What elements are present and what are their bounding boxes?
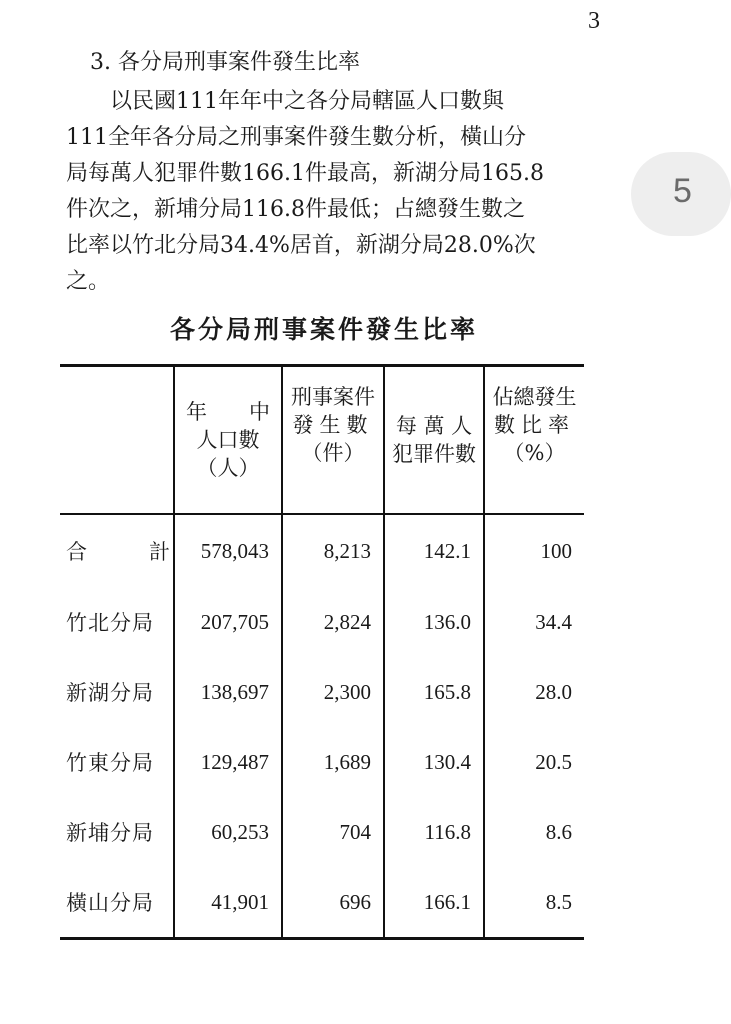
paragraph-line: 件次之，新埔分局116.8件最低；占總發生數之 <box>66 197 525 222</box>
cell-cases: 696 <box>282 867 384 939</box>
header-line: 人口數 <box>196 428 260 452</box>
cell-share: 28.0 <box>484 657 584 727</box>
cell-cases: 8,213 <box>282 514 384 587</box>
header-line: 佔總發生 <box>492 385 577 409</box>
cell-branch: 橫山分局 <box>66 891 154 915</box>
header-line: （%） <box>503 441 566 465</box>
side-page-tab-label: 5 <box>673 172 692 210</box>
cell-population: 207,705 <box>174 587 282 657</box>
cell-share: 8.6 <box>484 797 584 867</box>
cell-share: 34.4 <box>484 587 584 657</box>
cell-per-10k: 136.0 <box>384 587 484 657</box>
header-line: 發生數 <box>292 413 374 437</box>
cell-population: 578,043 <box>174 514 282 587</box>
page-number: 3 <box>588 8 600 34</box>
table-row <box>60 867 584 939</box>
cell-cases: 1,689 <box>282 727 384 797</box>
cell-per-10k: 116.8 <box>384 797 484 867</box>
cell-cases: 2,824 <box>282 587 384 657</box>
side-page-tab[interactable] <box>631 152 731 236</box>
paragraph-line: 比率以竹北分局34.4%居首，新湖分局28.0%次 <box>66 233 536 258</box>
header-line: 年 中 <box>186 400 270 424</box>
cell-cases: 704 <box>282 797 384 867</box>
cell-population: 129,487 <box>174 727 282 797</box>
cell-share: 8.5 <box>484 867 584 939</box>
paragraph-line: 之。 <box>66 269 111 294</box>
cell-share: 20.5 <box>484 727 584 797</box>
header-population <box>174 366 282 515</box>
cell-population: 138,697 <box>174 657 282 727</box>
table-row <box>60 727 584 797</box>
header-line: （件） <box>301 441 365 465</box>
header-line: 刑事案件 <box>291 385 375 409</box>
cell-population: 41,901 <box>174 867 282 939</box>
table-row <box>60 587 584 657</box>
cell-branch: 竹東分局 <box>66 751 154 775</box>
header-line: 犯罪件數 <box>392 442 476 466</box>
table-header-row <box>60 366 584 515</box>
paragraph-line: 局每萬人犯罪件數166.1件最高，新湖分局165.8 <box>66 161 544 186</box>
paragraph-line: 以民國111年年中之各分局轄區人口數與 <box>66 89 504 114</box>
cell-per-10k: 130.4 <box>384 727 484 797</box>
section-heading: 3. 各分局刑事案件發生比率 <box>90 50 360 75</box>
table-row-total <box>60 514 584 587</box>
paragraph-line: 111全年各分局之刑事案件發生數分析，橫山分 <box>66 125 526 150</box>
header-cases <box>282 366 384 515</box>
cell-cases: 2,300 <box>282 657 384 727</box>
cell-per-10k: 166.1 <box>384 867 484 939</box>
header-share <box>484 366 584 515</box>
table-row <box>60 657 584 727</box>
cell-branch: 新湖分局 <box>66 681 154 705</box>
cell-branch: 新埔分局 <box>66 821 154 845</box>
cell-share: 100 <box>484 514 584 587</box>
table-row <box>60 797 584 867</box>
header-line: 每 萬 人 <box>395 414 473 438</box>
header-branch <box>60 366 174 515</box>
cell-branch: 竹北分局 <box>66 611 154 635</box>
header-per-10k <box>384 366 484 515</box>
analysis-paragraph <box>66 84 586 300</box>
header-line: 數比率 <box>494 413 575 437</box>
header-line: （人） <box>196 456 260 480</box>
cell-population: 60,253 <box>174 797 282 867</box>
cell-per-10k: 142.1 <box>384 514 484 587</box>
cell-per-10k: 165.8 <box>384 657 484 727</box>
cell-branch: 合計 <box>66 540 171 564</box>
table-title: 各分局刑事案件發生比率 <box>169 315 478 344</box>
crime-rate-table <box>60 364 584 940</box>
